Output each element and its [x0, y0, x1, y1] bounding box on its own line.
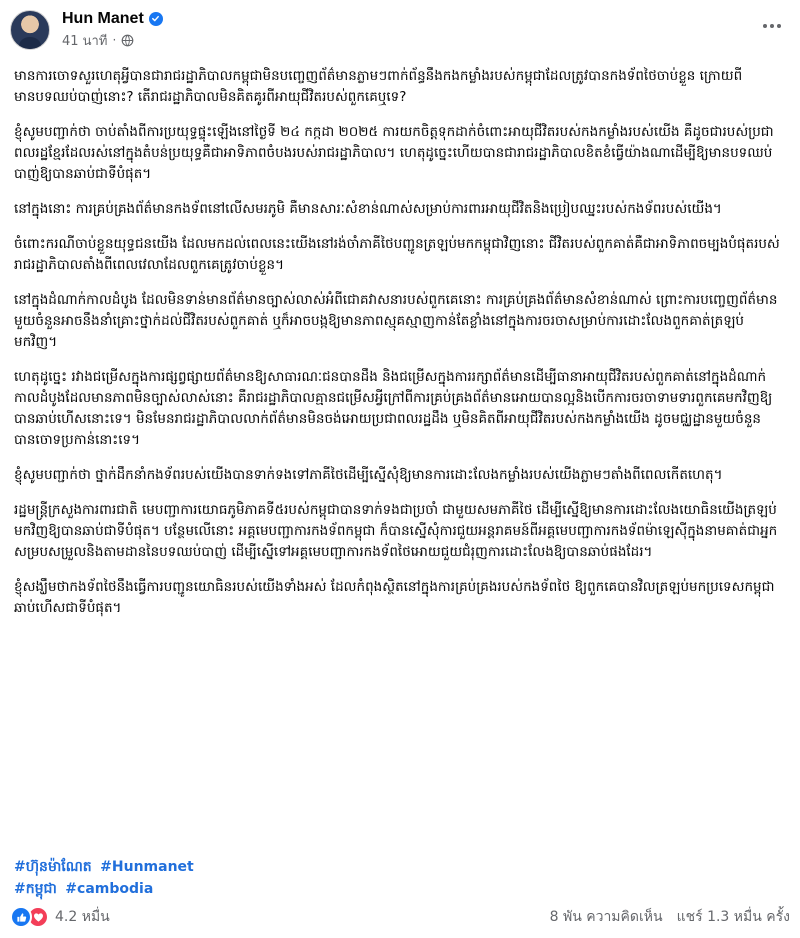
shares-count[interactable]: แชร์ 1.3 หมื่น ครั้ง	[676, 909, 790, 925]
hashtag-link[interactable]: #ហ៊ុនម៉ាណែត	[14, 859, 92, 875]
post-header	[10, 8, 163, 52]
post-sub-row	[62, 30, 163, 51]
separator-dot: ·	[112, 33, 117, 47]
hashtag-link[interactable]: #កម្ពុជា	[14, 881, 57, 897]
avatar[interactable]	[10, 10, 50, 50]
comments-count[interactable]: 8 พัน ความคิดเห็น	[549, 909, 663, 925]
post-paragraph: រដ្ឋមន្ត្រីក្រសួងការពារជាតិ មេបញ្ជាការយោធភូមិភាគទី៥របស់កម្ពុជាបានទាក់ទងជាប្រចាំ ជាមួយសមភាគីថៃ ដើម្បីស្នើឱ្យមានការដោះលែងយោធិនយើងត្រឡប់មកវិញឱ្យបានឆាប់ជាទីបំផុត។ បន្ថែមលើនោះ អគ្គមេបញ្ជាការកងទ័ពកម្ពុជា ក៏បានស្នើសុំការជួយអន្តរាគមន៍ពីអគ្គមេបញ្ជាការកងទ័ពម៉ាឡេស៊ីក្នុងនាមគាត់ជាអ្នកសម្របសម្រួលនិងតាមដាននៃបទឈប់បាញ់ ដើម្បីស្នើទៅអគ្គមេបញ្ជាការកងទ័ពថៃអោយជួយជំរុញការដោះលែងឱ្យបានឆាប់ផងដែរ។	[14, 502, 778, 560]
post-paragraph: ហេតុដូច្នេះ រវាងជម្រើសក្នុងការផ្សព្វផ្សាយព័ត៌មានឱ្យសាធារណៈជនបានដឹង និងជម្រើសក្នុងការរក្សាព័ត៌មានដើម្បីធានាអាយុជីវិតរបស់ពួកគាត់នៅក្នុងដំណាក់កាលដំបូងដែលមានភាពមិនច្បាស់លាស់នោះ គឺរាជរដ្ឋាភិបាលគ្មានជម្រើសអ្វីក្រៅពីការគ្រប់គ្រងព័ត៌មានអោយបានល្អនិងបើកការចរចាទាមទារពួកគេមកវិញឱ្យបានឆាប់ហើសនោះទេ។ មិនមែនរាជរដ្ឋាភិបាលលាក់ព័ត៌មានមិនចង់អោយប្រជាពលរដ្ឋដឹង ឬមិនគិតពីអាយុជីវិតរបស់កងកម្លាំងយើង ដូចមជ្ឈដ្ឋានមួយចំនួនបានចោទប្រកាន់នោះទេ។	[14, 369, 773, 448]
post-paragraph: ខ្ញុំសូមបញ្ជាក់ថា ថ្នាក់ដឹកនាំកងទ័ពរបស់យើងបានទាក់ទងទៅភាគីថៃដើម្បីស្នើសុំឱ្យមានការដោះលែងកម្លាំងរបស់យើងភ្លាមៗតាំងពីពេលកើតហេតុ។	[14, 467, 723, 483]
reactions-count: 4.2 หมื่น	[55, 909, 110, 925]
author-row	[62, 10, 163, 28]
more-options-icon[interactable]	[758, 14, 786, 38]
reactions-summary[interactable]	[10, 906, 110, 928]
verified-badge-icon	[149, 12, 163, 26]
post-paragraph: មានការចោទសួរហេតុអ្វីបានជារាជរដ្ឋាភិបាលកម្ពុជាមិនបញ្ចេញព័ត៌មានភ្លាមៗពាក់ព័ន្ធនឹងកងកម្លាំងរបស់កម្ពុជាដែលត្រូវបានកងទ័ពថៃចាប់ខ្លួន ក្រោយពីមានបទឈប់បាញ់នោះ? តើរាជរដ្ឋាភិបាលមិនគិតគូរពីអាយុជីវិតរបស់ពួកគេឬទេ?	[14, 68, 743, 105]
globe-icon	[121, 34, 134, 47]
post-paragraph: នៅក្នុងនោះ ការគ្រប់គ្រងព័ត៌មានកងទ័ពនៅលើសមរភូមិ គឺមានសារៈសំខាន់ណាស់សម្រាប់ការពារអាយុជីវិតនិងប្រៀបឈ្នះរបស់កងទ័ពរបស់យើង។	[14, 201, 722, 217]
post-meta	[62, 10, 163, 51]
hashtag-link[interactable]: #cambodia	[65, 881, 154, 897]
hashtag-link[interactable]: #Hunmanet	[100, 859, 194, 875]
post-timestamp[interactable]: 41 นาที	[62, 33, 108, 49]
reaction-icons	[10, 906, 49, 928]
post-paragraph: ចំពោះករណីចាប់ខ្លួនយុទ្ធជនយើង ដែលមកដល់ពេលនេះយើងនៅរង់ចាំភាគីថៃបញ្ជូនត្រឡប់មកកម្ពុជាវិញនោះ ជីវិតរបស់ពួកគាត់គឺជាអាទិភាពចម្បងបំផុតរបស់រាជរដ្ឋាភិបាលតាំងពីពេលវេលាដែលពួកគេត្រូវចាប់ខ្លួន។	[14, 236, 780, 273]
hashtag-list	[14, 856, 198, 900]
post-stats	[550, 906, 790, 928]
like-icon	[10, 906, 32, 928]
post-body	[14, 66, 786, 633]
post-paragraph: នៅក្នុងដំណាក់កាលដំបូង ដែលមិនទាន់មានព័ត៌មានច្បាស់លាស់អំពីជោគវាសនារបស់ពួកគេនោះ ការគ្រប់គ្រងព័ត៌មានសំខាន់ណាស់ ព្រោះការបញ្ចេញព័ត៌មានមួយចំនួនអាចនឹងនាំគ្រោះថ្នាក់ដល់ជីវិតរបស់ពួកគាត់ ឬក៏អាចបង្កឱ្យមានភាពស្មុគស្មាញកាន់តែខ្លាំងនៅក្នុងការចរចាសម្រាប់ការដោះលែងពួកគាត់ត្រឡប់មកវិញ។	[14, 292, 778, 350]
post-paragraph: ខ្ញុំសូមបញ្ជាក់ថា ចាប់តាំងពីការប្រយុទ្ធផ្ទុះឡើងនៅថ្ងៃទី ២៤ កក្កដា ២០២៥ ការយកចិត្តទុកដាក់ចំពោះអាយុជីវិតរបស់កងកម្លាំងរបស់យើង គឺដូចជារបស់ប្រជាពលរដ្ឋខ្មែរដែលរស់នៅក្នុងតំបន់ប្រយុទ្ធគឺជាអាទិភាពចំបងរបស់រាជរដ្ឋាភិបាល។ ហេតុដូច្នេះហើយបានជារាជរដ្ឋាភិបាលខិតខំធ្វើយ៉ាងណាដើម្បីឱ្យមានបទឈប់បាញ់ឱ្យបានឆាប់ជាទីបំផុត។	[14, 124, 774, 182]
post-footer	[10, 902, 790, 932]
author-name[interactable]: Hun Manet	[62, 9, 144, 27]
post-paragraph: ខ្ញុំសង្ឃឹមថាកងទ័ពថៃនឹងធ្វើការបញ្ជូនយោធិនរបស់យើងទាំងអស់ ដែលកំពុងស្ថិតនៅក្នុងការគ្រប់គ្រងរបស់កងទ័ពថៃ ឱ្យពួកគេបានវិលត្រឡប់មកប្រទេសកម្ពុជាឆាប់ហើសជាទីបំផុត។	[14, 579, 775, 616]
